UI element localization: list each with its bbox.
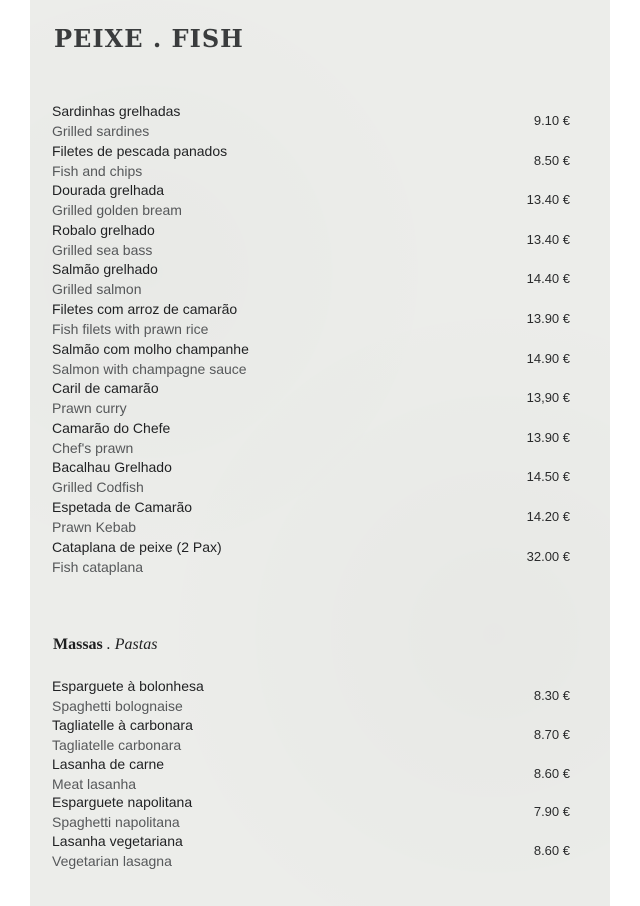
pasta-title-en: . Pastas [106, 636, 158, 653]
menu-item [30, 301, 610, 341]
item-name-en: Grilled salmon [52, 281, 142, 298]
menu-item [30, 794, 610, 834]
item-name-en: Chef's prawn [52, 439, 134, 456]
menu-item [30, 717, 610, 757]
menu-item [30, 222, 610, 262]
item-name-pt: Caril de camarão [52, 380, 159, 397]
fish-section-title: PEIXE . FISH [54, 24, 244, 53]
item-price: 14.90 € [526, 350, 570, 366]
item-name-pt: Salmão com molho champanhe [52, 340, 249, 357]
item-price: 13.40 € [526, 192, 570, 208]
item-name-pt: Dourada grelhada [52, 182, 165, 199]
menu-item [30, 261, 610, 301]
item-name-en: Tagliatelle carbonara [52, 736, 182, 753]
item-price: 8.70 € [533, 726, 570, 742]
item-name-en: Meat lasanha [52, 775, 137, 792]
item-name-en: Grilled Codfish [52, 479, 144, 496]
item-name-pt: Filetes de pescada panados [52, 142, 228, 159]
item-name-pt: Lasanha vegetariana [52, 833, 183, 850]
menu-item [30, 143, 610, 183]
item-price: 13.90 € [526, 311, 570, 326]
item-name-en: Prawn curry [52, 400, 127, 417]
item-price: 8.30 € [533, 688, 570, 703]
item-price: 8.60 € [533, 765, 570, 781]
item-name-en: Prawn Kebab [52, 519, 137, 535]
item-name-en: Grilled sardines [52, 123, 150, 139]
item-name-pt: Cataplana de peixe (2 Pax) [52, 538, 222, 555]
menu-item [30, 420, 610, 460]
item-name-en: Spaghetti napolitana [52, 814, 180, 831]
menu-item [30, 499, 610, 539]
item-name-pt: Tagliatelle à carbonara [52, 716, 193, 733]
item-name-pt: Filetes com arroz de camarão [52, 301, 238, 317]
item-name-en: Grilled golden bream [52, 202, 182, 219]
item-name-pt: Salmão grelhado [52, 261, 158, 278]
item-name-en: Vegetarian lasagna [52, 853, 172, 870]
item-name-pt: Robalo grelhado [52, 221, 155, 238]
item-name-en: Salmon with champagne sauce [52, 360, 247, 377]
pasta-title-pt: Massas [53, 636, 103, 653]
item-name-en: Fish and chips [52, 162, 143, 179]
item-price: 9.10 € [533, 113, 570, 128]
menu-item [30, 182, 610, 222]
item-name-pt: Camarão do Chefe [52, 419, 171, 436]
menu-item [30, 539, 610, 579]
item-price: 13.90 € [526, 429, 570, 445]
item-name-en: Grilled sea bass [52, 241, 153, 258]
item-price: 32.00 € [526, 548, 570, 564]
item-name-en: Fish filets with prawn rice [52, 321, 209, 337]
menu-item [30, 380, 610, 420]
pasta-section-title [53, 636, 157, 654]
item-name-pt: Sardinhas grelhadas [52, 103, 181, 119]
item-name-pt: Esparguete à bolonhesa [52, 678, 204, 694]
menu-item [30, 103, 610, 143]
item-price: 13.40 € [526, 231, 570, 247]
menu-item [30, 341, 610, 381]
menu-item [30, 678, 610, 718]
item-price: 14.40 € [526, 271, 570, 287]
menu-item [30, 833, 610, 873]
item-name-pt: Esparguete napolitana [52, 794, 193, 811]
item-name-pt: Espetada de Camarão [52, 499, 193, 515]
item-price: 8.50 € [533, 152, 570, 168]
item-price: 13,90 € [526, 390, 570, 406]
item-price: 14.20 € [526, 509, 570, 524]
menu-item [30, 459, 610, 499]
item-name-en: Fish cataplana [52, 558, 144, 575]
item-name-en: Spaghetti bolognaise [52, 698, 183, 714]
item-price: 14.50 € [526, 469, 570, 485]
menu-item [30, 756, 610, 796]
item-name-pt: Lasanha de carne [52, 755, 165, 772]
item-name-pt: Bacalhau Grelhado [52, 459, 172, 476]
item-price: 8.60 € [533, 843, 570, 859]
item-price: 7.90 € [533, 804, 570, 820]
menu-page [30, 0, 610, 906]
